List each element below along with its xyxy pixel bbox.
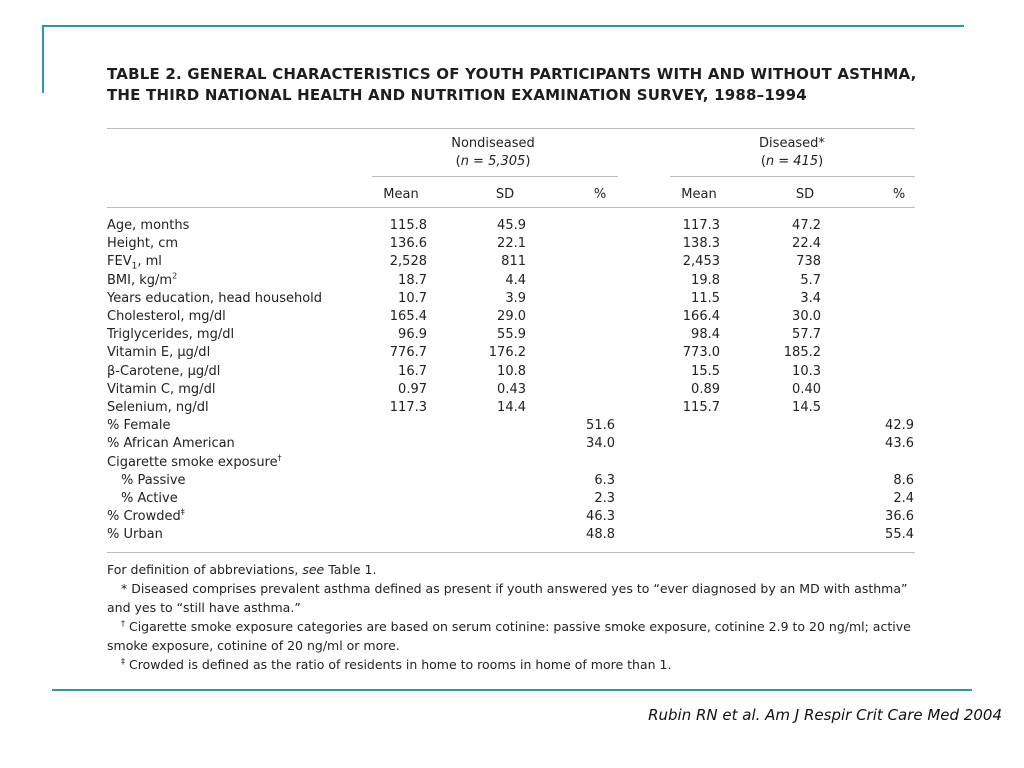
cell-diseased-sd: 14.5 — [792, 400, 821, 415]
cell-nondiseased-pct: 34.0 — [586, 436, 615, 452]
row-label: Selenium, ng/dl — [107, 400, 209, 415]
cell-diseased-mean: 2,453 — [682, 254, 720, 270]
footnote-smoke-line-1: † Cigarette smoke exposure categories are based on serum cotinine: passive smoke exposure, cotinine 2.9 to 20 ng/ml; active — [121, 618, 911, 634]
cell-diseased-pct: 43.6 — [885, 436, 914, 452]
cell-diseased-sd: 738 — [796, 254, 821, 270]
row-label: Cholesterol, mg/dl — [107, 309, 226, 324]
row-label: $FEV_1$, ml — [107, 254, 162, 272]
cell-diseased-pct: 36.6 — [885, 509, 914, 525]
cell-nondiseased-mean: 16.7 — [398, 363, 427, 379]
row-label: Years education, head household — [107, 290, 323, 306]
cell-diseased-sd: 57.7 — [792, 327, 821, 343]
col-header-nondiseased-mean: Mean — [383, 187, 419, 202]
cell-diseased-sd: 30.0 — [792, 309, 821, 324]
cell-nondiseased-mean: 10.7 — [398, 290, 427, 306]
group-name-nondiseased: Nondiseased — [451, 136, 535, 151]
row-label: % Active — [121, 491, 178, 506]
footnote-smoke-line-2: smoke exposure, cotinine of 20 ng/ml or more. — [107, 638, 400, 653]
cell-nondiseased-pct: 51.6 — [586, 418, 615, 434]
group-count-nondiseased: (n = 5,305) — [455, 154, 531, 169]
cell-diseased-pct: 55.4 — [885, 527, 914, 543]
cell-nondiseased-pct: 48.8 — [586, 527, 615, 543]
row-label: Cigarette smoke exposure† — [107, 453, 282, 470]
cell-nondiseased-sd: 811 — [501, 254, 526, 270]
cell-diseased-mean: 15.5 — [691, 363, 720, 379]
cell-diseased-sd: 0.40 — [792, 381, 821, 397]
cell-nondiseased-mean: 165.4 — [389, 309, 427, 324]
cell-nondiseased-mean: 96.9 — [398, 327, 427, 343]
group-count-diseased: (n = 415) — [760, 154, 824, 169]
row-label: Age, months — [107, 218, 190, 233]
table-title-line-1: TABLE 2. GENERAL CHARACTERISTICS OF YOUTH PARTICIPANTS WITH AND WITHOUT ASTHMA, — [107, 65, 917, 83]
cell-nondiseased-mean: 136.6 — [389, 236, 427, 252]
cell-diseased-mean: 117.3 — [682, 218, 720, 233]
row-label: BMI, $kg/m^2$ — [107, 271, 178, 288]
row-label: Triglycerides, mg/dl — [107, 327, 235, 343]
cell-diseased-mean: 11.5 — [691, 290, 720, 306]
cell-diseased-sd: 5.7 — [800, 272, 821, 288]
row-label: β-Carotene, μg/dl — [107, 363, 221, 379]
footnote-diseased-line-2: and yes to “still have asthma.” — [107, 600, 301, 615]
cell-nondiseased-sd: 176.2 — [488, 345, 526, 361]
cell-nondiseased-pct: 2.3 — [594, 491, 615, 506]
cell-nondiseased-pct: 6.3 — [594, 472, 615, 488]
cell-nondiseased-sd: 45.9 — [497, 218, 526, 233]
row-label: % Female — [107, 418, 171, 434]
col-header-nondiseased-sd: SD — [495, 187, 515, 202]
col-header-diseased-pct: % — [892, 187, 906, 202]
row-label: Height, cm — [107, 236, 179, 252]
cell-diseased-sd: 22.4 — [792, 236, 821, 252]
cell-nondiseased-sd: 0.43 — [497, 381, 526, 397]
cell-diseased-mean: 0.89 — [691, 381, 720, 397]
cell-diseased-mean: 138.3 — [682, 236, 720, 252]
cell-diseased-sd: 185.2 — [783, 345, 821, 361]
cell-diseased-pct: 8.6 — [893, 472, 914, 488]
cell-nondiseased-pct: 46.3 — [586, 509, 615, 525]
table-title-line-2: THE THIRD NATIONAL HEALTH AND NUTRITION EXAMINATION SURVEY, 1988–1994 — [107, 86, 807, 104]
citation: Rubin RN et al. Am J Respir Crit Care Med 2004 — [648, 706, 1002, 724]
cell-diseased-mean: 773.0 — [682, 345, 720, 361]
cell-diseased-pct: 2.4 — [893, 491, 914, 506]
cell-nondiseased-sd: 55.9 — [497, 327, 526, 343]
cell-diseased-sd: 47.2 — [792, 218, 821, 233]
col-header-diseased-sd: SD — [795, 187, 815, 202]
cell-diseased-pct: 42.9 — [885, 418, 914, 434]
row-label: % Passive — [121, 472, 186, 488]
group-name-diseased: Diseased* — [759, 136, 825, 151]
cell-diseased-mean: 19.8 — [691, 272, 720, 288]
row-label: % Urban — [107, 527, 163, 543]
cell-nondiseased-mean: 18.7 — [398, 272, 427, 288]
cell-nondiseased-sd: 29.0 — [497, 309, 526, 324]
cell-nondiseased-sd: 22.1 — [497, 236, 526, 252]
cell-diseased-sd: 3.4 — [800, 290, 821, 306]
cell-nondiseased-sd: 14.4 — [497, 400, 526, 415]
footnote-crowded: ‡ Crowded is defined as the ratio of residents in home to rooms in home of more than 1. — [121, 656, 672, 672]
cell-nondiseased-mean: 115.8 — [389, 218, 427, 233]
row-label: Vitamin E, μg/dl — [107, 345, 211, 361]
col-header-diseased-mean: Mean — [681, 187, 717, 202]
cell-diseased-mean: 98.4 — [691, 327, 720, 343]
cell-nondiseased-sd: 3.9 — [505, 290, 526, 306]
footnote-diseased-line-1: * Diseased comprises prevalent asthma defined as present if youth answered yes to “ever diagnosed by an MD with asthma” — [121, 581, 908, 596]
cell-nondiseased-sd: 10.8 — [497, 363, 526, 379]
cell-nondiseased-mean: 2,528 — [389, 254, 427, 270]
cell-nondiseased-mean: 0.97 — [398, 381, 427, 397]
cell-diseased-sd: 10.3 — [792, 363, 821, 379]
cell-diseased-mean: 166.4 — [682, 309, 720, 324]
row-label: % Crowded‡ — [107, 507, 185, 525]
cell-nondiseased-mean: 776.7 — [389, 345, 427, 361]
cell-nondiseased-mean: 117.3 — [389, 400, 427, 415]
cell-nondiseased-sd: 4.4 — [505, 272, 526, 288]
row-label: % African American — [107, 436, 235, 452]
row-label: Vitamin C, mg/dl — [107, 381, 216, 397]
cell-diseased-mean: 115.7 — [682, 400, 720, 415]
footnote-definitions: For definition of abbreviations, see Table 1. — [107, 562, 377, 577]
table-footnotes — [107, 560, 927, 674]
col-header-nondiseased-pct: % — [593, 187, 607, 202]
